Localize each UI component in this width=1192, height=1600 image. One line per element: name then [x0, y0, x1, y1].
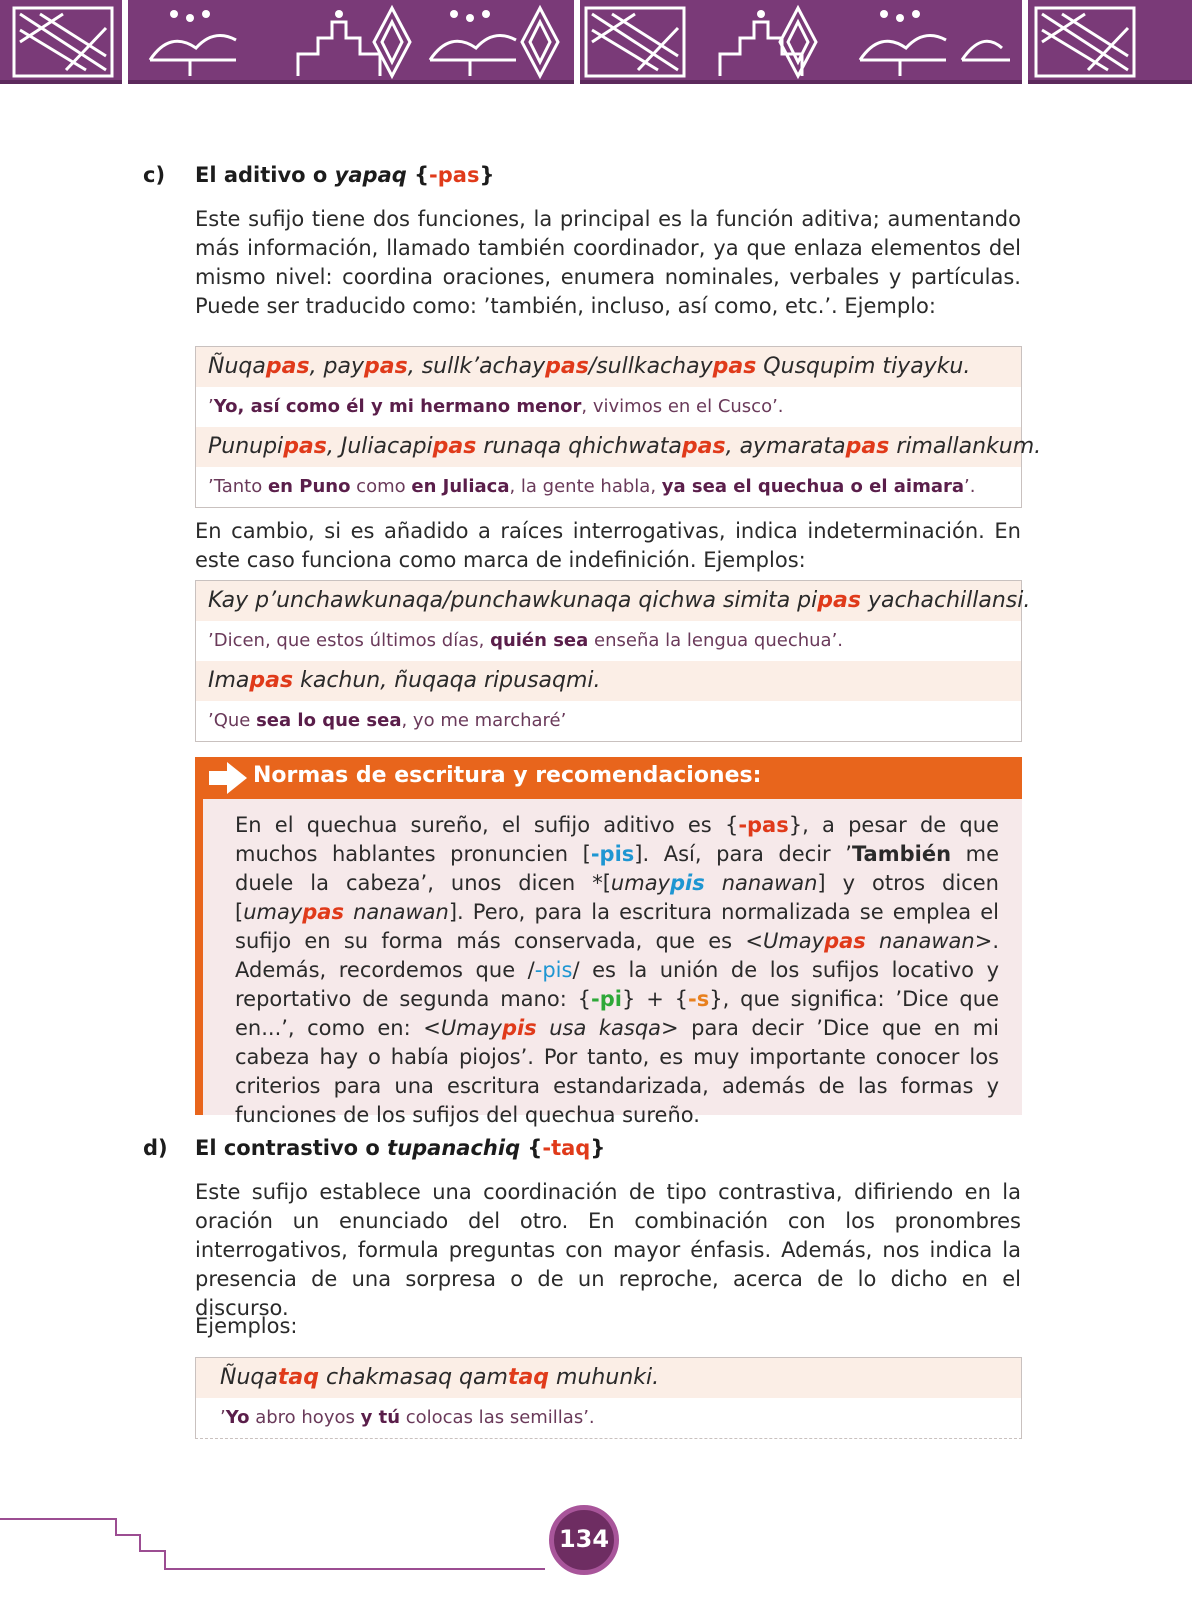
- section-c-letter: c): [143, 163, 166, 187]
- header-pattern-band: [0, 0, 1192, 84]
- section-d-title: [195, 1136, 605, 1160]
- section-c-example-box-2: [195, 580, 1031, 742]
- section-d-paragraph: Este sufijo establece una coordinación de tipo contrastiva, difiriendo en la oración un enunciado del otro. En combinación con los pronombres interrogativos, formula preguntas con mayor énfasis. Además, nos indica la presencia de una sorpresa o de un reproche, acerca de lo dicho en el discurso.: [195, 1180, 1021, 1320]
- section-c-title-pre: El aditivo o: [195, 163, 335, 187]
- example-spanish: ’Yo, así como él y mi hermano menor, vivimos en el Cusco’.: [208, 396, 784, 417]
- example-quechua: Punupipas, Juliacapipas runaqa qhichwatapas, aymaratapas rimallankum.: [196, 427, 1021, 467]
- norms-body: En el quechua sureño, el sufijo aditivo es {-pas}, a pesar de que muchos hablantes pronuncien [-pis]. Así, para decir ’También me duele la cabeza’, unos dicen *[umaypis nanawan] y otros dicen [umaypas nanawan]. Pero, para la escritura normalizada se emplea el sufijo en su forma más conservada, que es <Umaypas nanawan>. Además, recordemos que /-pis/ es la unión de los sufijos locativo y reportativo de segunda mano: {-pi} + {-s}, que significa: ’Dice que en...’, como en: <Umaypis usa kasqa> para decir ’Dice que en mi cabeza hay o había piojos’. Por tanto, es muy importante conocer los criterios para una escritura estandarizada, además de las formas y funciones de los sufijos del quechua sureño.: [235, 813, 1000, 1127]
- norms-header: [203, 757, 1022, 799]
- example-spanish: ’Dicen, que estos últimos días, quién sea enseña la lengua quechua’.: [208, 630, 844, 651]
- norms-box: [195, 757, 1022, 1127]
- section-d-example-box: [195, 1357, 1022, 1439]
- section-c-title-italic: yapaq: [334, 163, 407, 187]
- example-spanish: ’Tanto en Puno como en Juliaca, la gente habla, ya sea el quechua o el aimara’.: [208, 476, 976, 497]
- example-quechua: Imapas kachun, ñuqaqa ripusaqmi.: [196, 661, 1021, 701]
- section-d-title-open: {: [520, 1136, 543, 1160]
- example-quechua: Kay p’unchawkunaqa/punchawkunaqa qichwa simita pipas yachachillansi.: [196, 581, 1021, 621]
- section-d-title-suffix: -taq: [542, 1136, 591, 1160]
- arrow-right-icon: [207, 760, 249, 796]
- section-c-example-box-1: [195, 346, 1042, 508]
- section-d-examples-label: Ejemplos:: [195, 1314, 298, 1338]
- example-quechua: Ñuqataq chakmasaq qamtaq muhunki.: [196, 1358, 1021, 1398]
- norms-title: Normas de escritura y recomendaciones:: [253, 763, 762, 788]
- page-number: 134: [549, 1505, 619, 1575]
- section-d-title-pre: El contrastivo o: [195, 1136, 388, 1160]
- section-c-paragraph: Este sufijo tiene dos funciones, la principal es la función aditiva; aumentando más información, llamado también coordinador, ya que enlaza elementos del mismo nivel: coordina oraciones, enumera nominales, verbales y partículas. Puede ser traducido como: ’también, incluso, así como, etc.’. Ejemplo:: [195, 207, 1021, 318]
- footer-step-lines: [0, 1515, 600, 1575]
- textile-pattern-icon: [0, 0, 1192, 84]
- section-c-title-suffix: -pas: [429, 163, 480, 187]
- section-c-title-open: {: [406, 163, 430, 187]
- example-quechua: Ñuqapas, paypas, sullk’achaypas/sullkachaypas Qusqupim tiyayku.: [196, 347, 1021, 387]
- section-d-title-close: }: [590, 1136, 606, 1160]
- section-c-paragraph-2: En cambio, si es añadido a raíces interrogativas, indica indeterminación. En este caso funciona como marca de indefinición. Ejemplos:: [195, 519, 1021, 572]
- section-c-title-close: }: [479, 163, 495, 187]
- example-spanish: ’Yo abro hoyos y tú colocas las semillas’.: [220, 1407, 595, 1428]
- section-d-title-italic: tupanachiq: [387, 1136, 521, 1160]
- section-d-letter: d): [143, 1136, 168, 1160]
- example-spanish: ’Que sea lo que sea, yo me marcharé’: [208, 710, 567, 731]
- section-c-title: [195, 163, 494, 187]
